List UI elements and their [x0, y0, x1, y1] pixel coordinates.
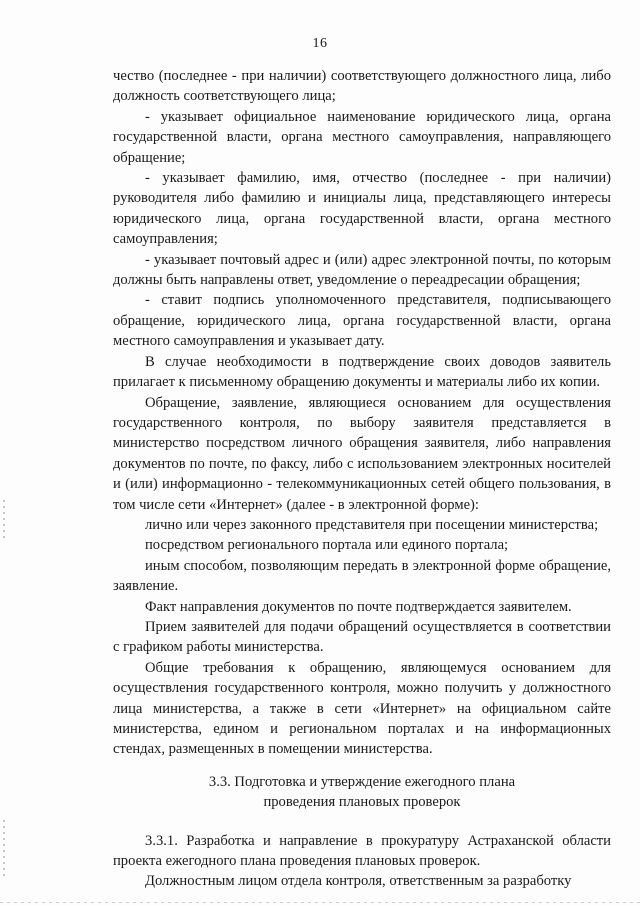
section-heading-line: проведения плановых проверок — [263, 794, 461, 811]
paragraph: - ставит подпись уполномоченного представителя, подписывающего обращение, юридического лица, органа государственной власти, органа местного самоуправления и указывает дату. — [113, 292, 611, 350]
scan-bottom-edge — [0, 902, 640, 903]
paragraph: Должностным лицом отдела контроля, ответственным за разработку — [145, 873, 572, 890]
scan-margin-mark — [3, 820, 5, 880]
paragraph: Обращение, заявление, являющиеся основанием для осуществления государственного контроля, по выбору заявителя представляется в министерство посредством личного обращения заявителя, либо направления документов по почте, по факсу, либо с использованием электронных носителей и (или) информационно - телекоммуникационных сетей общего пользования, в том числе сети «Интернет» (далее - в электронной форме): — [113, 394, 611, 513]
document-body — [113, 66, 611, 892]
paragraph: - указывает фамилию, имя, отчество (последнее - при наличии) руководителя либо фамилию и инициалы лица, представляющего интересы юридического лица, органа государственной власти, органа местного самоуправления; — [113, 170, 611, 248]
paragraph: - указывает официальное наименование юридического лица, органа государственной власти, органа местного самоуправления, направляющего обращение; — [113, 108, 611, 166]
paragraph: Общие требования к обращению, являющемуся основанием для осуществления государственного контроля, можно получить у должностного лица министерства, а также в сети «Интернет» на официальном сайте министерства, едином и региональном порталах и на информационных стендах, размещенных в помещении министерства. — [113, 659, 611, 758]
paragraph: лично или через законного представителя при посещении министерства; — [145, 516, 599, 533]
paragraph: чество (последнее - при наличии) соответствующего должностного лица, либо должность соответствующего лица; — [113, 68, 611, 105]
paragraph: - указывает почтовый адрес и (или) адрес электронной почты, по которым должны быть направлены ответ, уведомление о переадресации обращения; — [113, 251, 611, 289]
paragraph: Факт направления документов по почте подтверждается заявителем. — [145, 598, 572, 615]
section-heading-line: 3.3. Подготовка и утверждение ежегодного плана — [208, 773, 516, 790]
paragraph: Прием заявителей для подачи обращений осуществляется в соответствии с графиком работы министерства. — [113, 618, 611, 656]
paragraph: В случае необходимости в подтверждение своих доводов заявитель прилагает к письменному обращению документы и материалы либо их копии. — [113, 353, 611, 391]
paragraph: 3.3.1. Разработка и направление в прокуратуру Астраханской области проекта ежегодного плана проведения плановых проверок. — [113, 832, 611, 870]
page-number: 16 — [312, 36, 328, 51]
scan-margin-mark — [3, 500, 5, 540]
paragraph: посредством регионального портала или единого портала; — [145, 537, 509, 554]
section-heading — [113, 772, 611, 813]
paragraph: иным способом, позволяющим передать в электронной форме обращение, заявление. — [113, 557, 611, 595]
